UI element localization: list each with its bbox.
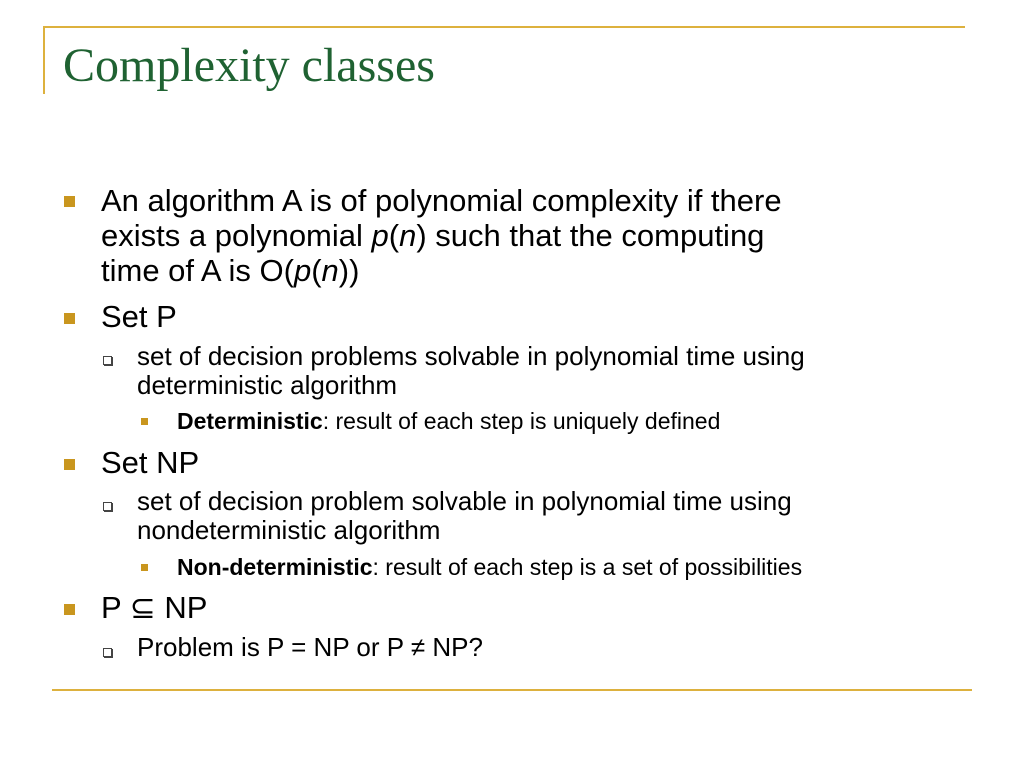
sub-bullet-p-vs-np-question: Problem is P = NP or P ≠ NP? xyxy=(137,632,483,662)
bullet-square-icon xyxy=(64,196,75,207)
bullet-square-icon xyxy=(64,459,75,470)
bullet-set-np: Set NP xyxy=(101,445,200,480)
hollow-square-icon xyxy=(103,356,112,365)
hollow-square-icon xyxy=(103,502,112,511)
bullet-text-line: exists a polynomial p(n) such that the computing xyxy=(101,218,765,253)
top-rule xyxy=(43,26,965,28)
bullet-p-subset-np: P ⊆ NP xyxy=(101,590,208,625)
small-square-icon xyxy=(141,418,148,425)
bullet-square-icon xyxy=(64,313,75,324)
bullet-set-p: Set P xyxy=(101,299,177,334)
sub-sub-bullet-non-deterministic: Non-deterministic: result of each step is a set of possibilities xyxy=(177,554,803,580)
small-square-icon xyxy=(141,564,148,571)
slide-title: Complexity classes xyxy=(63,39,435,92)
bullet-text-line: time of A is O(p(n)) xyxy=(101,253,360,288)
bottom-rule xyxy=(52,689,972,691)
sub-sub-bullet-deterministic: Deterministic: result of each step is uniquely defined xyxy=(177,408,721,434)
bullet-polynomial-complexity xyxy=(101,183,782,288)
bullet-square-icon xyxy=(64,604,75,615)
sub-bullet-set-p-definition: set of decision problems solvable in polynomial time using deterministic algorithm xyxy=(137,341,805,400)
hollow-square-icon xyxy=(103,648,112,657)
left-rule xyxy=(43,26,45,94)
bullet-text-line: An algorithm A is of polynomial complexity if there xyxy=(101,183,782,218)
sub-bullet-set-np-definition: set of decision problem solvable in polynomial time using nondeterministic algorithm xyxy=(137,486,792,545)
